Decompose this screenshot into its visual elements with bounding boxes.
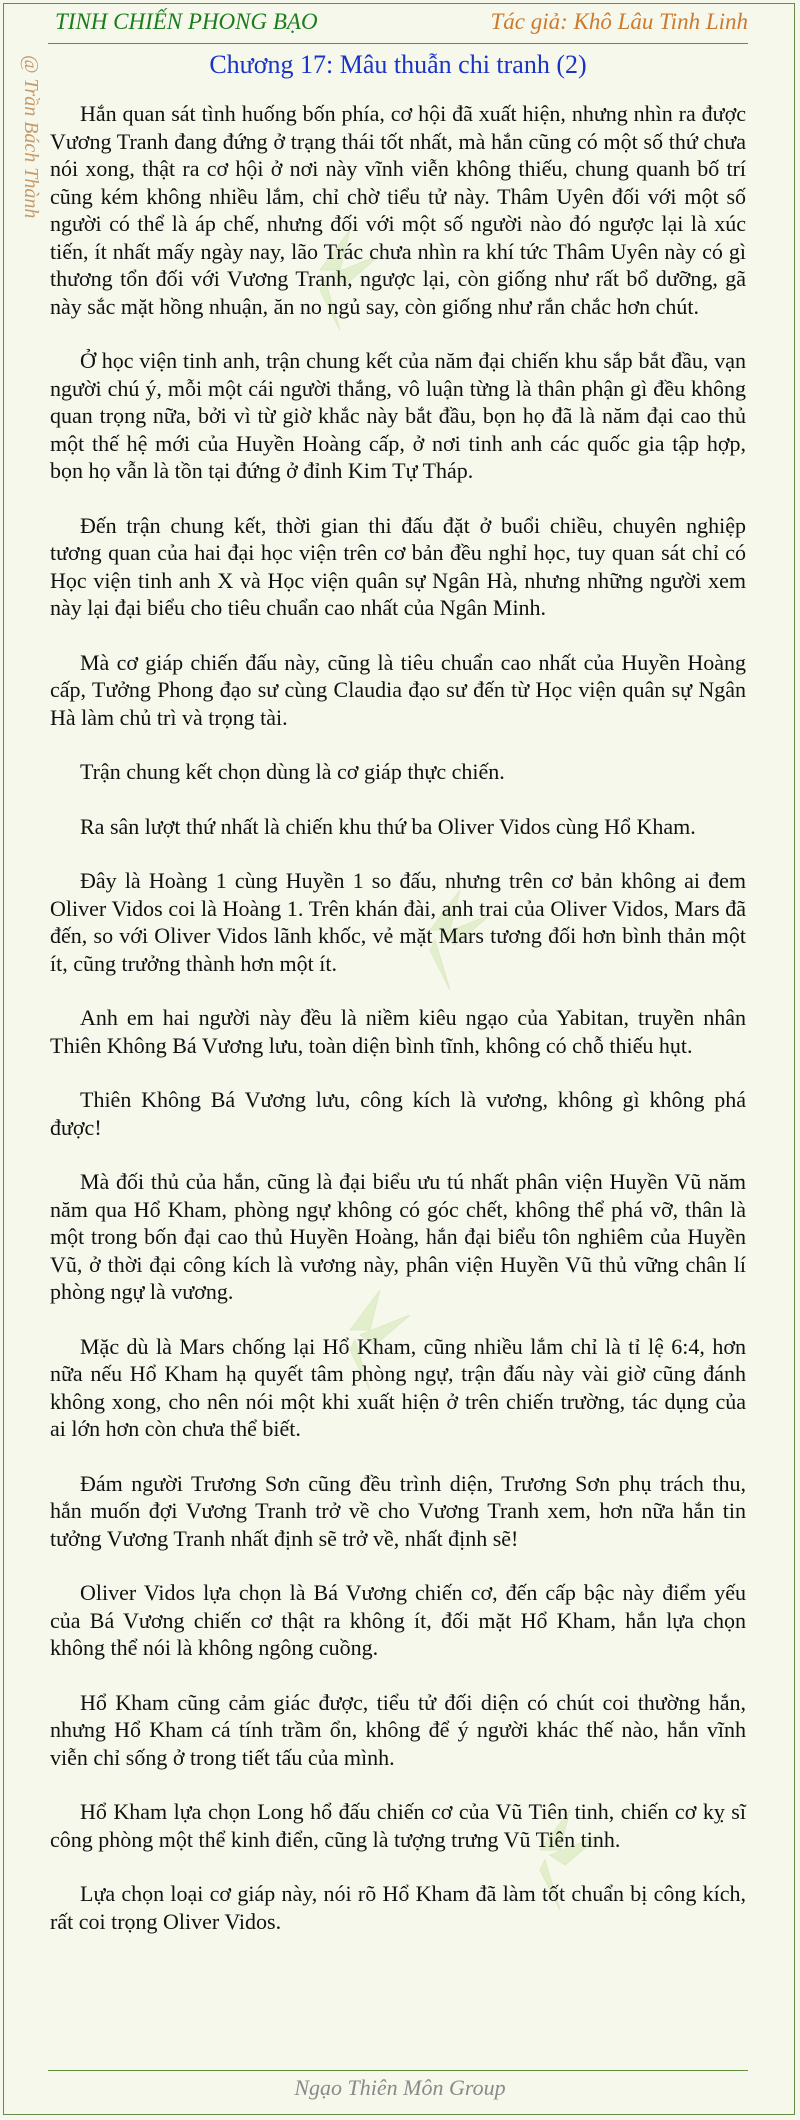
chapter-title: Chương 17: Mâu thuẫn chi tranh (2) bbox=[209, 50, 587, 79]
chapter-body bbox=[50, 100, 746, 1962]
paragraph: Lựa chọn loại cơ giáp này, nói rõ Hổ Kham đã làm tốt chuẩn bị công kích, rất coi trọng Oliver Vidos. bbox=[50, 1881, 746, 1934]
page-header bbox=[0, 0, 800, 46]
paragraph: Mà cơ giáp chiến đấu này, cũng là tiêu chuẩn cao nhất của Huyền Hoàng cấp, Tưởng Phong đạo sư cùng Claudia đạo sư đến từ Học viện quân sự Ngân Hà làm chủ trì và trọng tài. bbox=[50, 649, 746, 730]
paragraph: Đến trận chung kết, thời gian thi đấu đặt ở buổi chiều, chuyên nghiệp tương quan của hai đại học viện trên cơ bản đều nghỉ học, tuy quan sát chỉ có Học viện tinh anh X và Học viện quân sự Ngân Hà, nhưng những người xem này lại đại biểu cho tiêu chuẩn cao nhất của Ngân Minh. bbox=[50, 512, 746, 620]
paragraph: Ra sân lượt thứ nhất là chiến khu thứ ba Oliver Vidos cùng Hổ Kham. bbox=[80, 813, 696, 839]
paragraph: Trận chung kết chọn dùng là cơ giáp thực chiến. bbox=[80, 759, 505, 784]
paragraph: Hổ Kham cũng cảm giác được, tiểu tử đối diện có chút coi thường hắn, nhưng Hổ Kham cá tính trầm ổn, không để ý người khác thế nào, hắn vĩnh viễn chỉ sống ở trong tiết tấu của mình. bbox=[50, 1689, 746, 1770]
paragraph: Anh em hai người này đều là niềm kiêu ngạo của Yabitan, truyền nhân Thiên Không Bá Vương lưu, toàn diện bình tĩnh, không có chỗ thiếu hụt. bbox=[50, 1005, 746, 1058]
paragraph: Ở học viện tinh anh, trận chung kết của năm đại chiến khu sắp bắt đầu, vạn người chú ý, mỗi một cái người thắng, vô luận từng là thân phận gì đều không quan trọng nữa, bởi vì từ giờ khắc này bắt đầu, bọn họ đã là năm đại cao thủ một thế hệ mới của Huyền Hoàng cấp, ở nơi tinh anh các quốc gia tập hợp, bọn họ vẫn là tồn tại đứng ở đỉnh Kim Tự Tháp. bbox=[50, 348, 746, 483]
paragraph: Oliver Vidos lựa chọn là Bá Vương chiến cơ, đến cấp bậc này điểm yếu của Bá Vương chiến cơ thật ra không ít, đối mặt Hổ Kham, hắn lựa chọn không thể nói là không ngông cuồng. bbox=[50, 1580, 746, 1660]
group-credit: Ngạo Thiên Môn Group bbox=[294, 2075, 506, 2100]
paragraph: Mà đối thủ của hắn, cũng là đại biểu ưu tú nhất phân viện Huyền Vũ năm năm qua Hổ Kham, phòng ngự không có góc chết, không thể phá vỡ, thân là một trong bốn đại cao thủ Huyền Hoàng, hắn đại biểu tôn nghiêm của Huyền Vũ, ở thời đại công kích là vương này, phân viện Huyền Vũ thủ vững chân lí phòng ngự là vương. bbox=[50, 1169, 746, 1304]
paragraph: Đám người Trương Sơn cũng đều trình diện, Trương Sơn phụ trách thu, hắn muốn đợi Vương Tranh trở về cho Vương Tranh xem, hơn nữa hắn tin tưởng Vương Tranh nhất định sẽ trở về, nhất định sẽ! bbox=[50, 1470, 746, 1551]
header-rule bbox=[48, 43, 748, 44]
paragraph: Hổ Kham lựa chọn Long hổ đấu chiến cơ của Vũ Tiên tinh, chiến cơ kỵ sĩ công phòng một thể kinh điển, cũng là tượng trưng Vũ Tiên tinh. bbox=[50, 1799, 746, 1852]
author-credit: Tác giả: Khô Lâu Tinh Linh bbox=[490, 9, 748, 34]
footer-rule bbox=[48, 2070, 748, 2071]
translator-credit: @ Trần Bách Thành bbox=[20, 55, 42, 219]
paragraph: Hắn quan sát tình huống bốn phía, cơ hội đã xuất hiện, nhưng nhìn ra được Vương Tranh đang đứng ở trạng thái tốt nhất, mà hắn cũng có một số thứ chưa nói xong, thật ra cơ hội ở nơi này vĩnh viễn không thiếu, chung quanh bố trí cũng kém không nhiều lắm, chỉ chờ tiểu tử này. Thâm Uyên đối với một số người có thể là áp chế, nhưng đối với một số người nào đó ngược lại là xúc tiến, ít nhất mấy ngày nay, lão Trác chưa nhìn ra khí tức Thâm Uyên này có gì thương tổn đối với Vương Tranh, ngược lại, còn giống như rất bổ dưỡng, gã này sắc mặt hồng nhuận, ăn no ngủ say, còn giống như rắn chắc hơn chút. bbox=[50, 101, 746, 319]
paragraph: Mặc dù là Mars chống lại Hổ Kham, cũng nhiều lắm chỉ là tỉ lệ 6:4, hơn nữa nếu Hổ Kham hạ quyết tâm phòng ngự, trận đấu này vài giờ cũng đánh không xong, cho nên nói một khi xuất hiện ở trên chiến trường, tác dụng của ai lớn hơn còn chưa thể biết. bbox=[50, 1333, 746, 1441]
paragraph: Đây là Hoàng 1 cùng Huyền 1 so đấu, nhưng trên cơ bản không ai đem Oliver Vidos coi là Hoàng 1. Trên khán đài, anh trai của Oliver Vidos, Mars đã đến, so với Oliver Vidos lãnh khốc, vẻ mặt Mars tương đối hơn bình thản một ít, cũng trưởng thành hơn một ít. bbox=[50, 868, 746, 976]
book-title: TINH CHIẾN PHONG BẠO bbox=[55, 9, 318, 34]
paragraph: Thiên Không Bá Vương lưu, công kích là vương, không gì không phá được! bbox=[50, 1087, 746, 1140]
